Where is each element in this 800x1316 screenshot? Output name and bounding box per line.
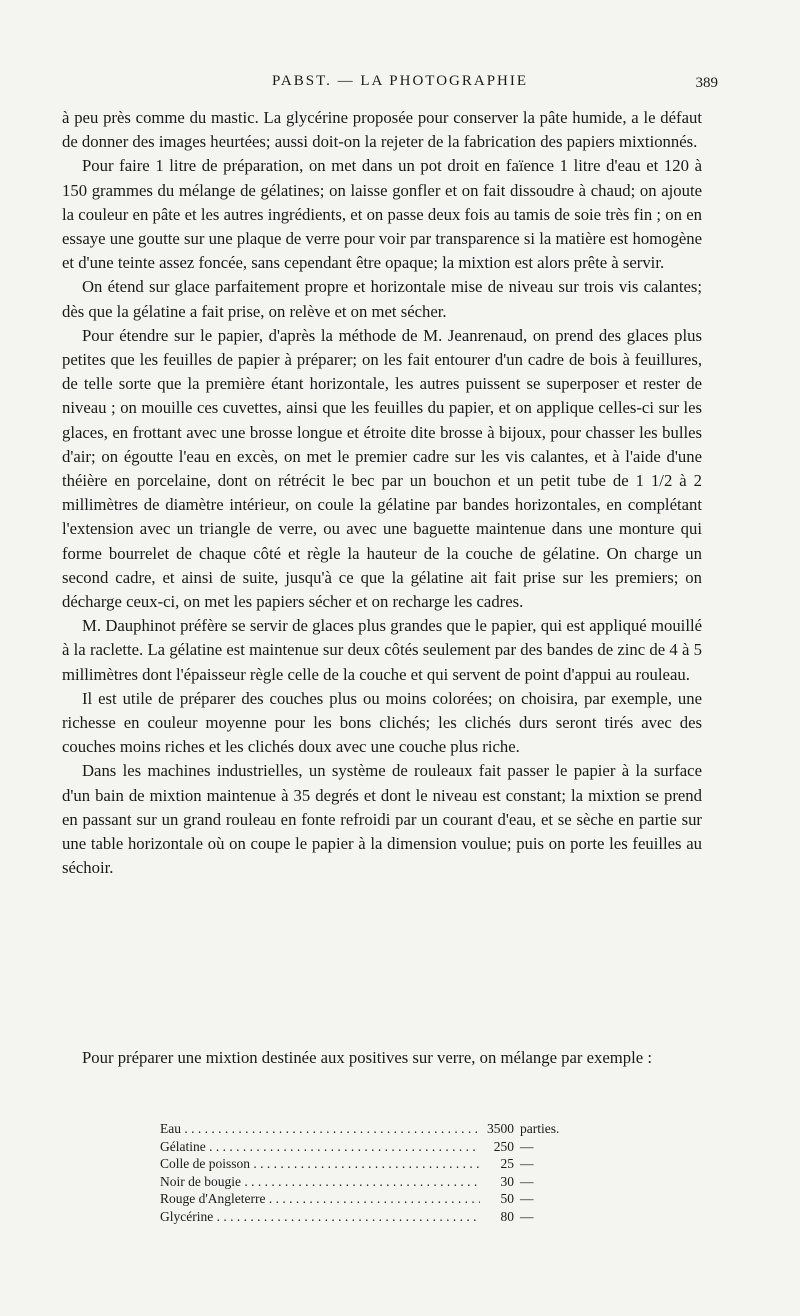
- running-head: PABST. — LA PHOTOGRAPHIE: [271, 73, 529, 89]
- paragraph: Dans les machines industrielles, un système de rouleaux fait passer le papier à la surface d'un bain de mixtion maintenue à 35 degrés et dont le niveau est constant; la mixtion se prend en passant sur un grand rouleau en fonte refroidi par un courant d'eau, et se sèche en partie sur une table horizontale où on coupe le papier à la dimension voulue; puis on porte les feuilles au séchoir.: [62, 761, 702, 878]
- paragraph: Il est utile de préparer des couches plus ou moins colorées; on choisira, par exemple, une richesse en couleur moyenne pour les bons clichés; les clichés durs seront tirés avec des couches moins riches et les clichés doux avec une couche plus riche.: [62, 688, 702, 757]
- recipe-row: [160, 1120, 600, 1138]
- page-number: 389: [695, 75, 718, 91]
- ingredient-quantity: 250: [493, 1138, 514, 1154]
- recipe-row: [160, 1173, 600, 1191]
- ingredient-name: Rouge d'Angleterre . . .: [160, 1190, 480, 1208]
- page-header: [0, 73, 800, 97]
- ingredient-unit: —: [520, 1173, 534, 1189]
- ingredient-quantity: 50: [500, 1191, 514, 1207]
- paragraph: On étend sur glace parfaitement propre et horizontale mise de niveau sur trois vis calantes; dès que la gélatine a fait prise, on relève et on met sécher.: [62, 277, 702, 321]
- ingredient-unit: —: [520, 1191, 534, 1207]
- paragraph: Pour préparer une mixtion destinée aux positives sur verre, on mélange par exemple :: [82, 1048, 652, 1067]
- recipe-table: [160, 1120, 600, 1226]
- ingredient-quantity: 80: [500, 1208, 514, 1224]
- ingredient-name: Gélatine . . .: [160, 1138, 480, 1156]
- ingredient-unit: —: [520, 1138, 534, 1154]
- ingredient-quantity: 30: [500, 1173, 514, 1189]
- paragraph: Pour étendre sur le papier, d'après la méthode de M. Jeanrenaud, on prend des glaces plus petites que les feuilles de papier à préparer; on les fait entourer d'un cadre de bois à feuillures, de telle sorte que la première étant horizontale, les autres puissent se superposer et rester de niveau ; on mouille ces cuvettes, ainsi que les feuilles du papier, et on applique celles-ci sur les glaces, en frottant avec une brosse longue et étroite dite brosse à bijoux, pour chasser les bulles d'air; on égoutte l'eau en excès, on met le premier cadre sur les vis calantes, et à l'aide d'une théière en porcelaine, dont on rétrécit le bec par un bouchon et un petit tube de 1 1/2 à 2 millimètres de diamètre intérieur, on coule la gélatine par bandes horizontales, en complétant l'extension avec un triangle de verre, ou avec une baguette maintenue dans une monture qui forme bourrelet de chaque côté et règle la hauteur de la couche de gélatine. On charge un second cadre, et ainsi de suite, jusqu'à ce que la gélatine ait fait prise sur les premiers; on décharge ceux-ci, on met les papiers sécher et on recharge les cadres.: [62, 325, 702, 612]
- body-text: [62, 106, 702, 881]
- ingredient-unit: —: [520, 1156, 534, 1172]
- recipe-intro: [62, 1046, 702, 1070]
- recipe-row: [160, 1190, 600, 1208]
- paragraph: M. Dauphinot préfère se servir de glaces plus grandes que le papier, qui est appliqué mouillé à la raclette. La gélatine est maintenue sur deux côtés seulement par des bandes de zinc de 4 à 5 millimètres dont l'épaisseur règle celle de la couche et qui servent de point d'appui au rouleau.: [62, 616, 702, 684]
- recipe-row: [160, 1155, 600, 1173]
- recipe-row: [160, 1138, 600, 1156]
- paragraph: Pour faire 1 litre de préparation, on met dans un pot droit en faïence 1 litre d'eau et 120 à 150 grammes du mélange de gélatines; on laisse gonfler et on fait dissoudre à chaud; on ajoute la couleur en pâte et les autres ingrédients, et on passe deux fois au tamis de soie très fin ; on en essaye une goutte sur une plaque de verre pour voir par transparence si la matière est homogène et d'une teinte assez foncée, sans cependant être opaque; la mixtion est alors prête à servir.: [62, 156, 702, 273]
- ingredient-quantity: 3500: [487, 1121, 514, 1136]
- ingredient-name: Colle de poisson . . .: [160, 1155, 480, 1173]
- ingredient-name: Glycérine . . .: [160, 1208, 480, 1226]
- paragraph: à peu près comme du mastic. La glycérine proposée pour conserver la pâte humide, a le défaut de donner des images heurtées; aussi doit-on la rejeter de la fabrication des papiers mixtionnés.: [62, 108, 702, 152]
- ingredient-name: Noir de bougie . . .: [160, 1173, 480, 1191]
- recipe-row: [160, 1208, 600, 1226]
- ingredient-quantity: 25: [500, 1156, 514, 1172]
- ingredient-unit: parties.: [520, 1121, 560, 1136]
- ingredient-name: Eau . . .: [160, 1120, 480, 1138]
- ingredient-unit: —: [520, 1208, 534, 1224]
